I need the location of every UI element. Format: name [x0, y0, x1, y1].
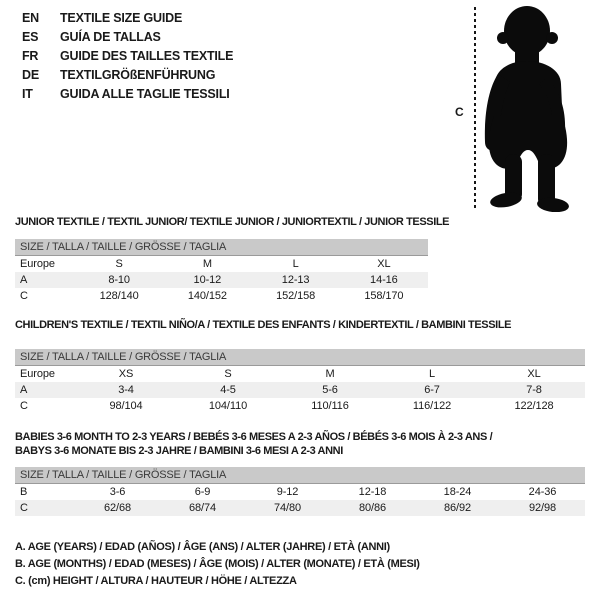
size-cell: 3-4 — [118, 384, 134, 396]
size-cell: 86/92 — [443, 502, 472, 514]
size-cell: M — [202, 258, 212, 270]
size-cell: 68/74 — [188, 502, 217, 514]
size-cell: S — [115, 258, 123, 270]
size-cell: 6-7 — [424, 384, 440, 396]
size-table — [15, 239, 428, 304]
size-cell: 12-13 — [281, 274, 310, 286]
size-cell: 158/170 — [364, 290, 404, 302]
legend-notes — [15, 539, 420, 590]
section-title — [15, 215, 585, 229]
language-row — [22, 47, 233, 66]
table-row — [15, 398, 585, 414]
language-code: ES — [22, 30, 39, 44]
section-title — [15, 430, 585, 458]
table-row — [15, 256, 428, 272]
size-table — [15, 467, 585, 516]
size-table-body — [15, 484, 585, 516]
language-row — [22, 66, 233, 85]
row-label: C — [20, 502, 28, 514]
size-table-header: SIZE / TALLA / TAILLE / GRÖSSE / TAGLIA — [15, 467, 585, 484]
language-row — [22, 9, 233, 28]
section-title-line: BABIES 3-6 MONTH TO 2-3 YEARS / BEBÉS 3-6 MESES A 2-3 AÑOS / BÉBÉS 3-6 MOIS À 2-3 ANS / — [15, 431, 493, 443]
row-label: A — [20, 274, 28, 286]
height-measure-label: C — [455, 105, 464, 119]
size-cell: 12-18 — [358, 486, 387, 498]
size-cell: 6-9 — [194, 486, 211, 498]
baby-silhouette-icon — [483, 4, 575, 212]
section-title-line: JUNIOR TEXTILE / TEXTIL JUNIOR/ TEXTILE JUNIOR / JUNIORTEXTIL / JUNIOR TESSILE — [15, 216, 450, 228]
size-cell: 14-16 — [370, 274, 398, 286]
row-label: A — [20, 384, 28, 396]
size-cell: 9-12 — [276, 486, 299, 498]
size-cell: 24-36 — [528, 486, 557, 498]
size-cell: 128/140 — [99, 290, 139, 302]
size-cell: 116/122 — [412, 400, 452, 412]
size-cell: XL — [527, 368, 541, 380]
size-cell: 92/98 — [528, 502, 557, 514]
size-cell: 74/80 — [273, 502, 302, 514]
language-row — [22, 85, 233, 104]
row-label: C — [20, 290, 28, 302]
size-cell: 104/110 — [208, 400, 248, 412]
size-cell: 8-10 — [108, 274, 130, 286]
size-section-junior — [15, 215, 585, 304]
height-measure-dashed-line — [474, 7, 476, 208]
size-cell: XL — [377, 258, 391, 270]
size-cell: 98/104 — [109, 400, 143, 412]
size-table-body — [15, 256, 428, 304]
size-cell: 122/128 — [514, 400, 554, 412]
size-cell: 80/86 — [358, 502, 387, 514]
size-cell: 3-6 — [109, 486, 126, 498]
size-cell: L — [292, 258, 299, 270]
table-row — [15, 484, 585, 500]
size-cell: S — [224, 368, 232, 380]
language-list — [22, 9, 233, 104]
size-cell: 62/68 — [103, 502, 132, 514]
table-row — [15, 366, 585, 382]
size-table-header: SIZE / TALLA / TAILLE / GRÖSSE / TAGLIA — [15, 239, 428, 256]
language-code: EN — [22, 11, 39, 25]
row-label: C — [20, 400, 28, 412]
language-code: FR — [22, 49, 39, 63]
table-row — [15, 382, 585, 398]
legend-note-c: C. (cm) HEIGHT / ALTURA / HAUTEUR / HÖHE / ALTEZZA — [15, 575, 297, 587]
size-cell: 140/152 — [187, 290, 227, 302]
language-title: GUIDE DES TAILLES TEXTILE — [60, 49, 234, 63]
language-code: DE — [22, 68, 39, 82]
section-title — [15, 318, 585, 332]
size-section-babies — [15, 430, 585, 516]
size-cell: L — [428, 368, 436, 380]
row-label: Europe — [20, 368, 55, 380]
size-cell: 152/158 — [276, 290, 316, 302]
size-cell: 4-5 — [220, 384, 236, 396]
row-label: Europe — [20, 258, 55, 270]
language-row — [22, 28, 233, 47]
legend-note-a: A. AGE (YEARS) / EDAD (AÑOS) / ÂGE (ANS) / ALTER (JAHRE) / ETÀ (ANNI) — [15, 541, 390, 553]
size-cell: 10-12 — [193, 274, 222, 286]
section-title-line: CHILDREN'S TEXTILE / TEXTIL NIÑO/A / TEXTILE DES ENFANTS / KINDERTEXTIL / BAMBINI TESSILE — [15, 319, 512, 331]
size-table-header: SIZE / TALLA / TAILLE / GRÖSSE / TAGLIA — [15, 349, 585, 366]
language-title: GUIDA ALLE TAGLIE TESSILI — [60, 87, 230, 101]
language-title: TEXTILE SIZE GUIDE — [60, 11, 183, 25]
language-title: TEXTILGRÖßENFÜHRUNG — [60, 68, 216, 82]
size-cell: 7-8 — [526, 384, 542, 396]
table-row — [15, 272, 428, 288]
section-title-line: BABYS 3-6 MONATE BIS 2-3 JAHRE / BAMBINI 3-6 MESI A 2-3 ANNI — [15, 445, 343, 457]
size-cell: 110/116 — [311, 400, 349, 412]
size-cell: 5-6 — [322, 384, 338, 396]
size-cell: 18-24 — [443, 486, 472, 498]
language-title: GUÍA DE TALLAS — [60, 30, 161, 44]
table-row — [15, 500, 585, 516]
size-cell: M — [325, 368, 335, 380]
row-label: B — [20, 486, 28, 498]
table-row — [15, 288, 428, 304]
size-section-children — [15, 318, 585, 414]
size-table — [15, 349, 585, 414]
size-table-body — [15, 366, 585, 414]
language-code: IT — [22, 87, 33, 101]
size-cell: XS — [118, 368, 134, 380]
legend-note-b: B. AGE (MONTHS) / EDAD (MESES) / ÂGE (MOIS) / ALTER (MONATE) / ETÀ (MESI) — [15, 558, 420, 570]
